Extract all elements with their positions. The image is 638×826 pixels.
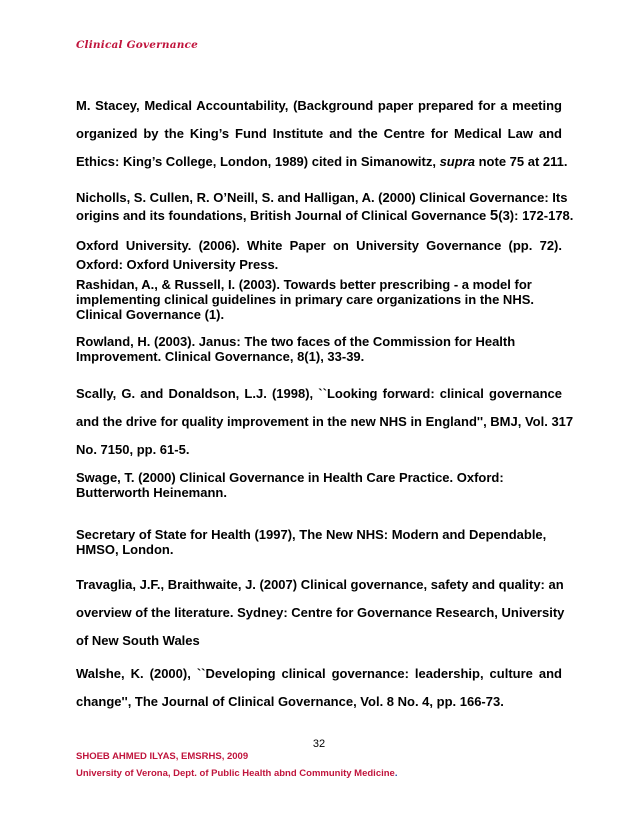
- ref-text: origins and its foundations, British Journal of Clinical Governance: [76, 208, 487, 223]
- reference-swage: [76, 470, 562, 500]
- ref-line: Walshe, K. (2000), ``Developing clinical governance: leadership, culture and: [76, 666, 562, 681]
- footer-affiliation: [76, 768, 397, 779]
- footer-affiliation-dot: .: [394, 768, 398, 779]
- reference-nicholls: [76, 189, 574, 225]
- ref-text: (3): 172-178.: [498, 208, 574, 223]
- ref-line: Improvement. Clinical Governance, 8(1), 33-39.: [76, 349, 365, 364]
- ref-text: note 75 at 211.: [478, 154, 568, 169]
- ref-line: change'', The Journal of Clinical Governance, Vol. 8 No. 4, pp. 166-73.: [76, 694, 504, 709]
- reference-scally: [76, 380, 574, 464]
- ref-line: Swage, T. (2000) Clinical Governance in Health Care Practice. Oxford:: [76, 470, 504, 485]
- reference-travaglia: [76, 571, 565, 655]
- ref-line: No. 7150, pp. 61-5.: [76, 442, 190, 457]
- reference-oxford: [76, 236, 562, 274]
- ref-line: and the drive for quality improvement in the new NHS in England'', BMJ, Vol. 317: [76, 414, 574, 429]
- reference-stacey: [76, 92, 568, 176]
- ref-line: Scally, G. and Donaldson, L.J. (1998), ``Looking forward: clinical governance: [76, 386, 562, 401]
- ref-line: Rowland, H. (2003). Janus: The two faces of the Commission for Health: [76, 334, 516, 349]
- page-number: 32: [312, 738, 326, 750]
- ref-italic: supra: [439, 154, 475, 169]
- ref-line: of New South Wales: [76, 633, 200, 648]
- ref-line: [76, 148, 568, 176]
- ref-line: M. Stacey, Medical Accountability, (Background paper prepared for a meeting: [76, 98, 562, 113]
- reference-rowland: [76, 334, 562, 364]
- reference-walshe: [76, 660, 562, 716]
- footer-author: SHOEB AHMED ILYAS, EMSRHS, 2009: [76, 751, 249, 762]
- ref-line: Clinical Governance (1).: [76, 307, 225, 322]
- ref-line: Travaglia, J.F., Braithwaite, J. (2007) Clinical governance, safety and quality: an: [76, 577, 564, 592]
- reference-secretary: [76, 527, 562, 557]
- ref-volume: 5: [489, 207, 499, 224]
- ref-line: HMSO, London.: [76, 542, 174, 557]
- ref-line: Oxford: Oxford University Press.: [76, 257, 279, 272]
- ref-line: implementing clinical guidelines in primary care organizations in the NHS.: [76, 292, 534, 307]
- ref-line: organized by the King’s Fund Institute and the Centre for Medical Law and: [76, 126, 562, 141]
- footer-affiliation-text: University of Verona, Dept. of Public Health abnd Community Medicine: [76, 768, 395, 779]
- ref-line: Oxford University. (2006). White Paper on University Governance (pp. 72).: [76, 238, 562, 253]
- ref-line: Butterworth Heinemann.: [76, 485, 227, 500]
- reference-rashidan: [76, 277, 562, 322]
- running-header: Clinical Governance: [76, 39, 199, 51]
- ref-line: Nicholls, S. Cullen, R. O’Neill, S. and Halligan, A. (2000) Clinical Governance: Its: [76, 190, 568, 205]
- ref-text: Ethics: King’s College, London, 1989) cited in Simanowitz,: [76, 154, 436, 169]
- ref-line: Secretary of State for Health (1997), The New NHS: Modern and Dependable,: [76, 527, 547, 542]
- ref-line: Rashidan, A., & Russell, I. (2003). Towards better prescribing - a model for: [76, 277, 532, 292]
- ref-line: overview of the literature. Sydney: Centre for Governance Research, University: [76, 605, 565, 620]
- ref-line: [76, 207, 574, 225]
